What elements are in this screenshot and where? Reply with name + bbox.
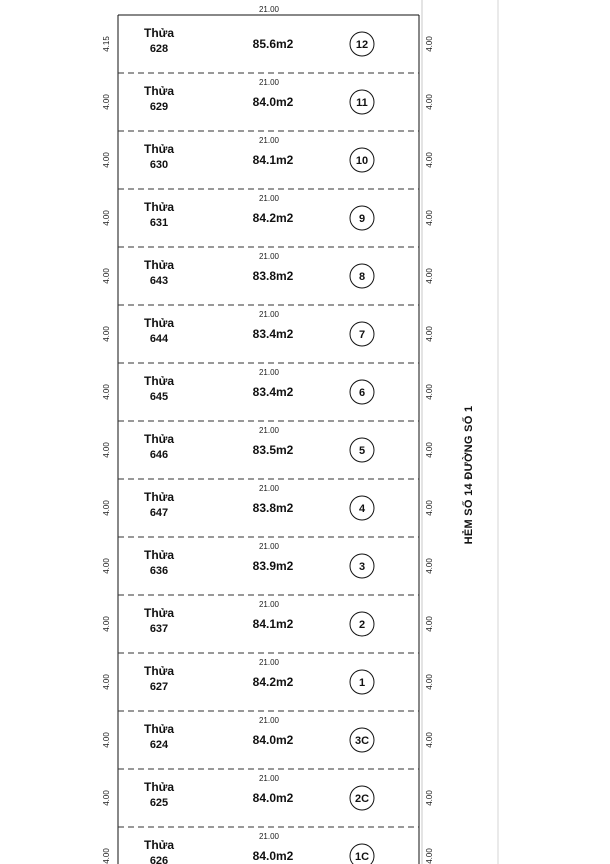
lot-width-label: 21.00	[258, 716, 280, 725]
lot-parcel-number: 627	[149, 681, 169, 693]
lot-parcel-prefix: Thửa	[143, 26, 175, 40]
lot-parcel-prefix: Thửa	[143, 490, 175, 504]
lot-width-label: 21.00	[258, 78, 280, 87]
lot-area: 83.4m2	[252, 327, 294, 341]
lot-row	[102, 600, 434, 653]
lot-parcel-prefix: Thửa	[143, 200, 175, 214]
lot-parcel-number: 625	[149, 797, 169, 809]
lot-width-label: 21.00	[258, 832, 280, 841]
lot-parcel-number: 629	[149, 101, 169, 113]
lot-width-label: 21.00	[258, 252, 280, 261]
lot-left-depth-label: 4.00	[102, 558, 111, 574]
lot-left-depth-label: 4.00	[102, 732, 111, 748]
street-name-label: HẺM SỐ 14 ĐƯỜNG SỐ 1	[463, 405, 475, 545]
lot-number: 11	[356, 97, 368, 109]
lot-area: 83.8m2	[252, 501, 294, 515]
lot-parcel-number: 631	[149, 217, 169, 229]
lot-parcel-prefix: Thửa	[143, 664, 175, 678]
lot-parcel-prefix: Thửa	[143, 432, 175, 446]
lot-parcel-prefix: Thửa	[143, 606, 175, 620]
lot-area: 84.0m2	[252, 733, 294, 747]
lot-area: 84.2m2	[252, 211, 294, 225]
lot-number: 4	[358, 503, 366, 515]
lot-number: 7	[358, 329, 366, 341]
lot-parcel-number: 636	[149, 565, 169, 577]
lot-left-depth-label: 4.00	[102, 384, 111, 400]
lot-number: 5	[358, 445, 366, 457]
lot-parcel-prefix: Thửa	[143, 142, 175, 156]
lot-area: 85.6m2	[252, 37, 294, 51]
lot-right-depth-label: 4.00	[425, 442, 434, 458]
lot-parcel-prefix: Thửa	[143, 838, 175, 852]
lot-width-label: 21.00	[258, 658, 280, 667]
lot-left-depth-label: 4.00	[102, 674, 111, 690]
lot-right-depth-label: 4.00	[425, 558, 434, 574]
lot-right-depth-label: 4.00	[425, 384, 434, 400]
lot-row	[102, 310, 434, 363]
lot-parcel-number: 646	[149, 449, 169, 461]
lot-parcel-prefix: Thửa	[143, 722, 175, 736]
lot-parcel-number: 624	[149, 739, 169, 751]
lot-left-depth-label: 4.00	[102, 848, 111, 864]
lot-area: 83.8m2	[252, 269, 294, 283]
lot-row	[102, 194, 434, 247]
lot-area: 83.9m2	[252, 559, 294, 573]
lot-left-depth-label: 4.15	[102, 36, 111, 52]
lot-width-label: 21.00	[258, 774, 280, 783]
lot-right-depth-label: 4.00	[425, 268, 434, 284]
lot-right-depth-label: 4.00	[425, 152, 434, 168]
lot-right-depth-label: 4.00	[425, 674, 434, 690]
lot-number: 6	[358, 387, 366, 399]
lot-parcel-prefix: Thửa	[143, 548, 175, 562]
lot-row	[102, 136, 434, 189]
lot-right-depth-label: 4.00	[425, 500, 434, 516]
lot-area: 84.1m2	[252, 153, 294, 167]
lot-parcel-number: 626	[149, 855, 169, 864]
lot-number: 1C	[354, 851, 370, 863]
lot-parcel-prefix: Thửa	[143, 258, 175, 272]
lot-area: 84.2m2	[252, 675, 294, 689]
lot-list	[102, 26, 434, 864]
lot-width-label: 21.00	[258, 194, 280, 203]
lot-left-depth-label: 4.00	[102, 442, 111, 458]
lot-parcel-number: 643	[149, 275, 169, 287]
lot-row	[102, 252, 434, 305]
lot-right-depth-label: 4.00	[425, 616, 434, 632]
lot-right-depth-label: 4.00	[425, 210, 434, 226]
lot-parcel-prefix: Thửa	[143, 84, 175, 98]
lot-row	[102, 78, 434, 131]
lot-parcel-number: 645	[149, 391, 169, 403]
lot-parcel-number: 628	[149, 43, 169, 55]
lot-number: 9	[358, 213, 366, 225]
lot-width-label: 21.00	[258, 368, 280, 377]
lot-left-depth-label: 4.00	[102, 616, 111, 632]
lot-parcel-number: 644	[149, 333, 169, 345]
lot-area: 84.0m2	[252, 849, 294, 863]
lot-right-depth-label: 4.00	[425, 848, 434, 864]
lot-left-depth-label: 4.00	[102, 500, 111, 516]
lot-area: 84.0m2	[252, 95, 294, 109]
lot-width-label: 21.00	[258, 542, 280, 551]
top-edge-width-label: 21.00	[258, 5, 280, 14]
lot-right-depth-label: 4.00	[425, 732, 434, 748]
lot-left-depth-label: 4.00	[102, 210, 111, 226]
lot-parcel-prefix: Thửa	[143, 374, 175, 388]
lot-row	[102, 774, 434, 827]
lot-row	[102, 426, 434, 479]
lot-right-depth-label: 4.00	[425, 94, 434, 110]
lot-parcel-prefix: Thửa	[143, 316, 175, 330]
lot-width-label: 21.00	[258, 484, 280, 493]
lot-parcel-prefix: Thửa	[143, 780, 175, 794]
lot-width-label: 21.00	[258, 136, 280, 145]
lot-number: 8	[358, 271, 366, 283]
lot-row	[102, 658, 434, 711]
lot-area: 84.1m2	[252, 617, 294, 631]
lot-left-depth-label: 4.00	[102, 790, 111, 806]
lot-parcel-number: 647	[149, 507, 169, 519]
lot-area: 83.5m2	[252, 443, 294, 457]
lot-number: 3	[358, 561, 366, 573]
lot-row	[102, 484, 434, 537]
lot-area: 84.0m2	[252, 791, 294, 805]
lot-left-depth-label: 4.00	[102, 326, 111, 342]
lot-width-label: 21.00	[258, 426, 280, 435]
lot-number: 10	[355, 155, 369, 167]
lot-row	[102, 832, 434, 864]
lot-number: 2	[358, 619, 366, 631]
lot-row	[102, 716, 434, 769]
lot-number: 2C	[354, 793, 370, 805]
lot-width-label: 21.00	[258, 310, 280, 319]
lot-right-depth-label: 4.00	[425, 790, 434, 806]
lot-width-label: 21.00	[258, 600, 280, 609]
lot-number: 12	[355, 39, 369, 51]
lot-right-depth-label: 4.00	[425, 36, 434, 52]
lot-row	[102, 542, 434, 595]
lot-left-depth-label: 4.00	[102, 152, 111, 168]
lot-parcel-number: 637	[149, 623, 169, 635]
lot-left-depth-label: 4.00	[102, 94, 111, 110]
lot-row	[102, 26, 434, 73]
lot-left-depth-label: 4.00	[102, 268, 111, 284]
lot-area: 83.4m2	[252, 385, 294, 399]
lot-parcel-number: 630	[149, 159, 169, 171]
lot-right-depth-label: 4.00	[425, 326, 434, 342]
lot-row	[102, 368, 434, 421]
lot-number: 3C	[354, 735, 370, 747]
lot-number: 1	[358, 677, 366, 689]
